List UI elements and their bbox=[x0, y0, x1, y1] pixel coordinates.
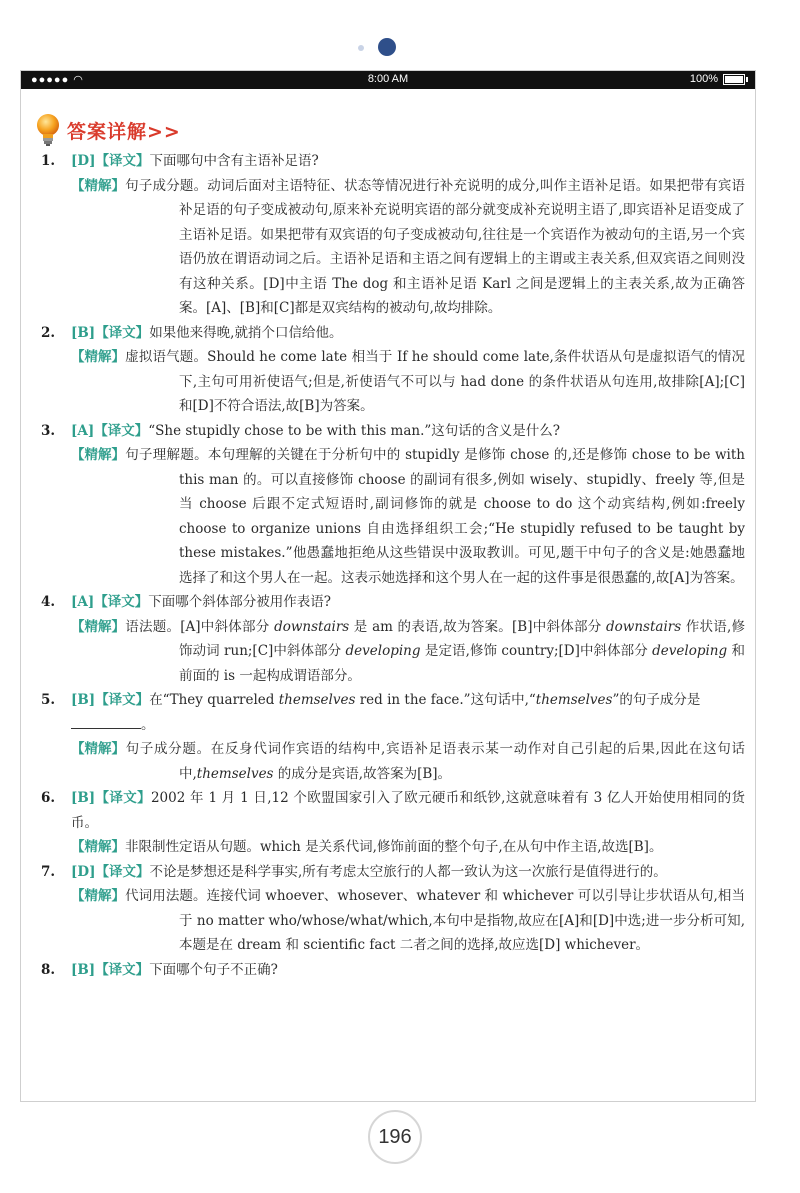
translation-tag: 【译文】 bbox=[95, 790, 151, 806]
wifi-icon: ◠ bbox=[73, 74, 84, 86]
camera-lens bbox=[378, 38, 396, 56]
italic-term: developing bbox=[652, 643, 728, 659]
explanation: 【精解】语法题。[A]中斜体部分 downstairs 是 am 的表语,故为答案。[B]中斜体部分 downstairs 作状语,修饰动词 run;[C]中斜体部分 developing 是定语,修饰 country;[D]中斜体部分 developing 和前面的 is 一起构成谓语部分。 bbox=[71, 618, 745, 684]
explanation: 【精解】句子成分题。在反身代词作宾语的结构中,宾语补足语表示某一动作对自己引起的后果,因此在这句话中,themselves 的成分是宾语,故答案为[B]。 bbox=[71, 741, 745, 782]
answer-item-8 bbox=[41, 958, 745, 983]
explanation-text: 非限制性定语从句题。which 是关系代词,修饰前面的整个句子,在从句中作主语,故选[B]。 bbox=[125, 839, 663, 855]
translation-tag: 【译文】 bbox=[95, 961, 150, 978]
signal-wifi-indicator: ●●●●● ◠ bbox=[31, 74, 84, 86]
answer-option: [A] bbox=[71, 422, 95, 439]
translation-text: “She stupidly chose to be with this man.”这句话的含义是什么? bbox=[148, 422, 561, 439]
battery-icon bbox=[723, 74, 745, 85]
translation-text: 下面哪个斜体部分被用作表语? bbox=[148, 594, 331, 610]
translation-tag: 【译文】 bbox=[94, 594, 149, 610]
explanation-text: 代词用法题。连接代词 whoever、whosever、whatever 和 whichever 可以引导让步状语从句,相当于 no matter who/whose/what/which,本句中是指物,故应在[A]和[D]中选;进一步分析可知,本题是在 dream 和 scientific fact 二者之间的选择,故应选[D] whichever。 bbox=[125, 888, 745, 953]
status-bar bbox=[21, 71, 755, 89]
heading-title: 答案详解>> bbox=[67, 120, 181, 143]
question-number: 1. bbox=[41, 153, 56, 169]
translation-tag: 【译文】 bbox=[94, 422, 149, 439]
question-number: 7. bbox=[41, 863, 56, 880]
explanation: 【精解】句子成分题。动词后面对主语特征、状态等情况进行补充说明的成分,叫作主语补足语。如果把带有宾语补足语的句子变成被动句,原来补充说明宾语的部分就变成补充说明主语了,即宾语补足语变成了主语补足语。如果把带有双宾语的句子变成被动句,往往是一个宾语作为被动句的主语,另一个宾语仍放在谓语动词之后。主语补足语和主语之间有逻辑上的主谓或主表关系,但双宾语之间则没有这种关系。[D]中主语 The dog 和主语补足语 Karl 之间是逻辑上的主表关系,故为正确答案。[A]、[B]和[C]都是双宾结构的被动句,故均排除。 bbox=[71, 177, 745, 316]
page-content bbox=[21, 89, 755, 1101]
translation-tag: 【译文】 bbox=[95, 153, 150, 169]
answer-option: [B] bbox=[71, 692, 96, 708]
question-number: 2. bbox=[41, 324, 56, 341]
sensor-dot bbox=[358, 45, 364, 51]
answer-option: [B] bbox=[71, 324, 96, 341]
italic-term: developing bbox=[345, 643, 421, 659]
answer-item-2 bbox=[41, 321, 745, 419]
question-number: 8. bbox=[41, 961, 56, 978]
answer-option: [D] bbox=[71, 153, 96, 169]
answer-option: [A] bbox=[71, 594, 95, 610]
section-heading bbox=[35, 113, 181, 147]
translation-text: 下面哪句中含有主语补足语? bbox=[149, 153, 319, 169]
fill-blank bbox=[71, 714, 141, 729]
translation-text: 下面哪个句子不正确? bbox=[149, 961, 278, 978]
translation-tag: 【译文】 bbox=[95, 863, 150, 880]
device-camera bbox=[0, 38, 800, 58]
battery-indicator: 100% bbox=[690, 73, 745, 85]
answer-item-6 bbox=[41, 786, 745, 860]
answer-list bbox=[41, 149, 745, 982]
translation-tag: 【译文】 bbox=[95, 324, 150, 341]
question-number: 6. bbox=[41, 790, 56, 806]
explanation: 【精解】虚拟语气题。Should he come late 相当于 If he should come late,条件状语从句是虚拟语气的情况下,主句可用祈使语气;但是,祈使语气不可以与 had done 的条件状语从句连用,故排除[A];[C]和[D]不符合语法,故[B]为答案。 bbox=[71, 349, 745, 414]
explanation-text: 句子成分题。动词后面对主语特征、状态等情况进行补充说明的成分,叫作主语补足语。如果把带有宾语补足语的句子变成被动句,原来补充说明宾语的部分就变成补充说明主语了,即宾语补足语变成了主语补足语。如果把带有双宾语的句子变成被动句,往往是一个宾语作为被动句的主语,另一个宾语仍放在谓语动词之后。主语补足语和主语之间有逻辑上的主谓或主表关系,但双宾语之间则没有这种关系。[D]中主语 The dog 和主语补足语 Karl 之间是逻辑上的主表关系,故为正确答案。[A]、[B]和[C]都是双宾结构的被动句,故均排除。 bbox=[125, 177, 745, 316]
explanation-text: 句子理解题。本句理解的关键在于分析句中的 stupidly 是修饰 chose 的,还是修饰 chose to be with this man 的。可以直接修饰 choose 的副词有很多,例如 wisely、stupidly、freely 等,但是当 choose 后跟不定式短语时,副词修饰的就是 choose to do 这个动宾结构,例如:freely choose to organize unions 自由选择组织工会;“He stupidly refused to be taught by these mistakes.”他愚蠢地拒绝从这些错误中汲取教训。可见,题干中句子的含义是:她愚蠢地选择了和这个男人在一起。这表示她选择和这个男人在一起的这件事是很愚蠢的,故[A]为答案。 bbox=[125, 447, 745, 586]
lightbulb-icon bbox=[35, 113, 61, 147]
translation-text: 2002 年 1 月 1 日,12 个欧盟国家引入了欧元硬币和纸钞,这就意味着有 3 亿人开始使用相同的货币。 bbox=[71, 790, 745, 831]
answer-option: [B] bbox=[71, 790, 96, 806]
answer-option: [D] bbox=[71, 863, 96, 880]
italic-term: themselves bbox=[278, 692, 356, 708]
answer-item-3 bbox=[41, 419, 745, 591]
italic-term: themselves bbox=[196, 765, 274, 782]
italic-term: downstairs bbox=[606, 618, 682, 635]
tablet-screen bbox=[20, 70, 756, 1102]
explanation: 【精解】代词用法题。连接代词 whoever、whosever、whatever 和 whichever 可以引导让步状语从句,相当于 no matter who/whose/what/which,本句中是指物,故应在[A]和[D]中选;进一步分析可知,本题是在 dream 和 scientific fact 二者之间的选择,故应选[D] whichever。 bbox=[71, 888, 745, 953]
explanation: 【精解】句子理解题。本句理解的关键在于分析句中的 stupidly 是修饰 chose 的,还是修饰 chose to be with this man 的。可以直接修饰 choose 的副词有很多,例如 wisely、stupidly、freely 等,但是当 choose 后跟不定式短语时,副词修饰的就是 choose to do 这个动宾结构,例如:freely choose to organize unions 自由选择组织工会;“He stupidly refused to be taught by these mistakes.”他愚蠢地拒绝从这些错误中汲取教训。可见,题干中句子的含义是:她愚蠢地选择了和这个男人在一起。这表示她选择和这个男人在一起的这件事是很愚蠢的,故[A]为答案。 bbox=[71, 447, 745, 586]
explanation-text: 虚拟语气题。Should he come late 相当于 If he should come late,条件状语从句是虚拟语气的情况下,主句可用祈使语气;但是,祈使语气不可以与 had done 的条件状语从句连用,故排除[A];[C]和[D]不符合语法,故[B]为答案。 bbox=[125, 349, 745, 414]
answer-item-7 bbox=[41, 860, 745, 958]
explanation: 【精解】非限制性定语从句题。which 是关系代词,修饰前面的整个句子,在从句中作主语,故选[B]。 bbox=[71, 839, 663, 855]
answer-item-1 bbox=[41, 149, 745, 321]
answer-item-5: 5. [B]【译文】在“They quarreled themselves red in the face.”这句话中,“themselves”的句子成分是 。 【精解】句子成分题。在反身代词作宾语的结构中,宾语补足语表示某一动作对自己引起的后果,因此在这句话中,themselves 的成分是宾语,故答案为[B]。 bbox=[41, 688, 745, 786]
question-number: 4. bbox=[41, 594, 56, 610]
answer-option: [B] bbox=[71, 961, 96, 978]
answer-item-4 bbox=[41, 590, 745, 688]
status-time: 8:00 AM bbox=[367, 73, 409, 85]
translation-tag: 【译文】 bbox=[95, 692, 150, 708]
italic-term: downstairs bbox=[274, 618, 350, 635]
question-number: 3. bbox=[41, 422, 56, 439]
question-number: 5. bbox=[41, 692, 56, 708]
translation-text: 如果他来得晚,就捎个口信给他。 bbox=[149, 324, 343, 341]
translation-text: 不论是梦想还是科学事实,所有考虑太空旅行的人都一致认为这一次旅行是值得进行的。 bbox=[149, 863, 667, 880]
italic-term: themselves bbox=[535, 692, 613, 708]
page-number: 196 bbox=[368, 1110, 422, 1164]
